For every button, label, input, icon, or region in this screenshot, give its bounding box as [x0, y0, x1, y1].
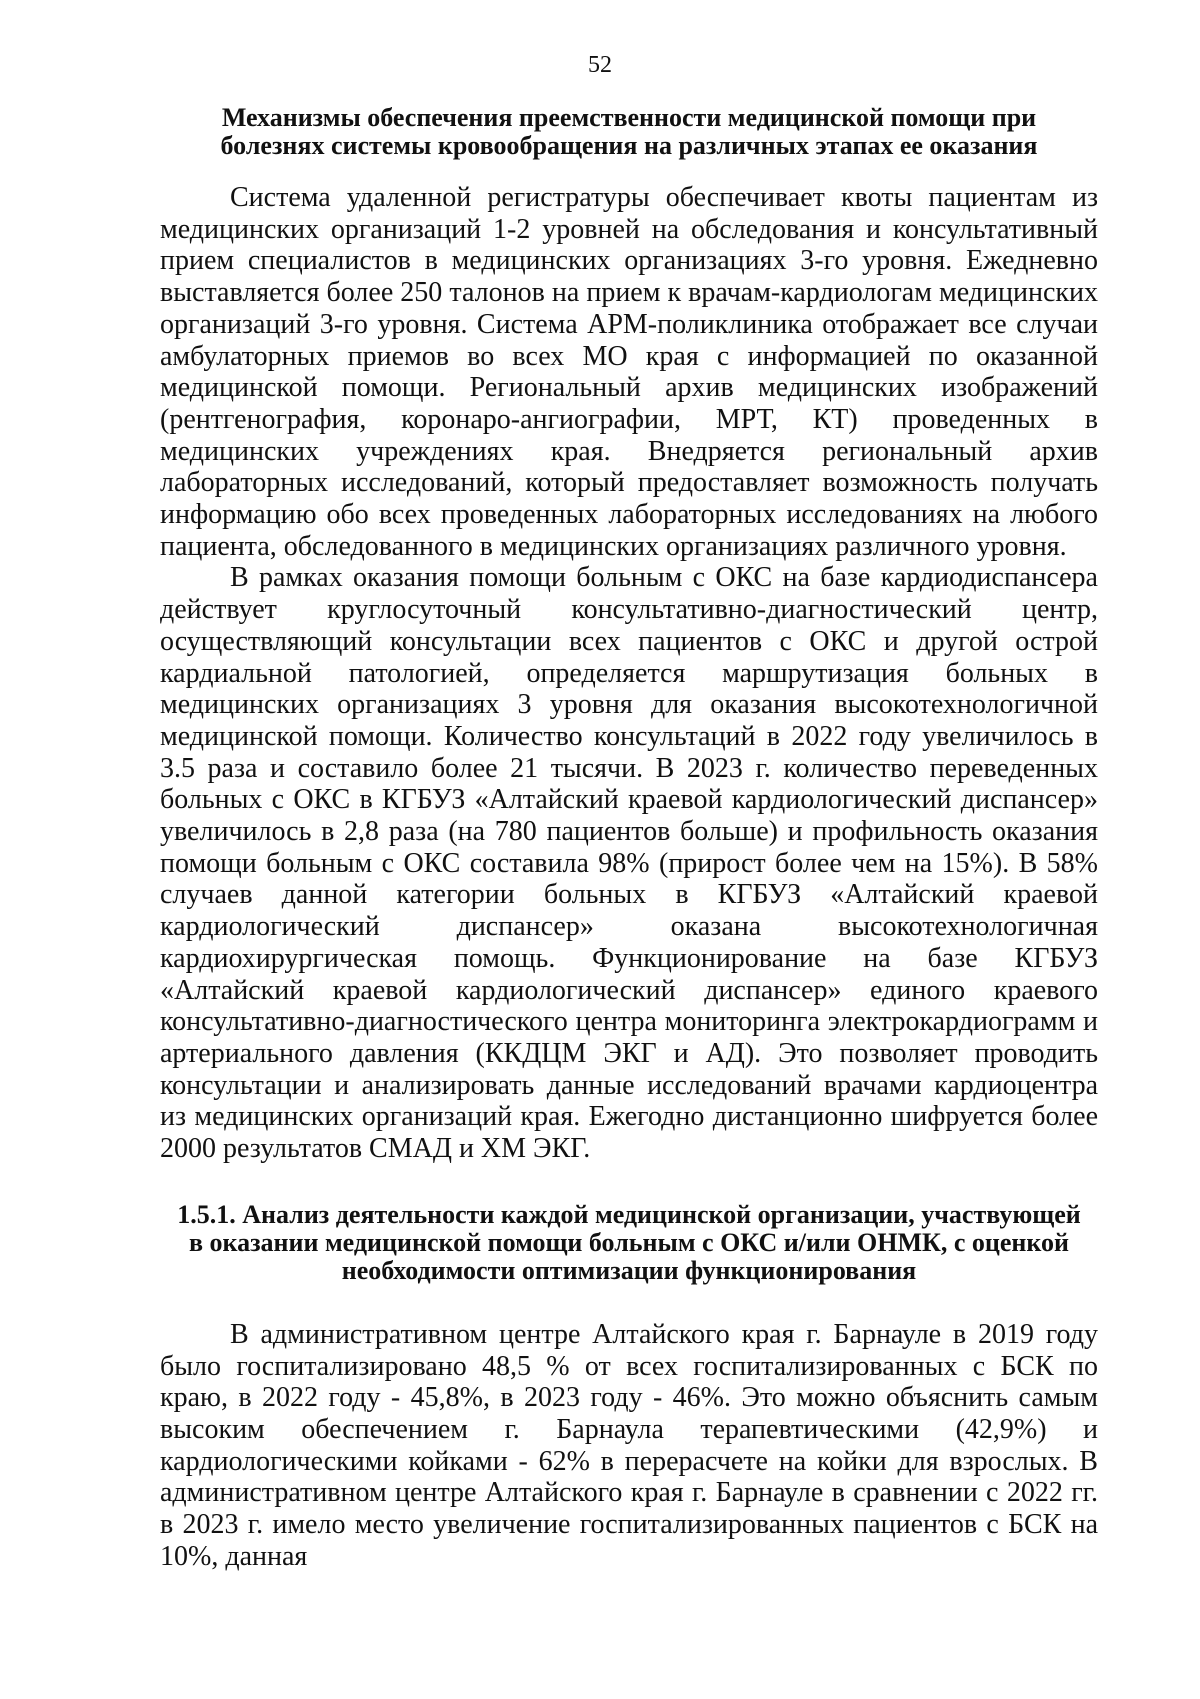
subsection-heading-line: в оказании медицинской помощи больным с ОКС и/или ОНМК, с оценкой	[188, 1227, 1070, 1257]
document-body	[160, 104, 1098, 1572]
paragraph-remote-registry: Система удаленной регистратуры обеспечивает квоты пациентам из медицинских организаций 1-2 уровней на обследования и консультативный прием специалистов в медицинских организациях 3-го уровня. Ежедневно выставляется более 250 талонов на прием к врачам-кардиологам медицинских организаций 3-го уровня. Система АРМ-поликлиника отображает все случаи амбулаторных приемов во всех МО края с информацией по оказанной медицинской помощи. Региональный архив медицинских изображений (рентгенография, коронаро-ангиографии, МРТ, КТ) проведенных в медицинских учреждениях края. Внедряется региональный архив лабораторных исследований, который предоставляет возможность получать информацию обо всех проведенных лабораторных исследованиях на любого пациента, обследованного в медицинских организациях различного уровня.	[160, 182, 1098, 562]
section-heading-line: Механизмы обеспечения преемственности медицинской помощи при	[221, 103, 1037, 132]
subsection-heading-line: 1.5.1. Анализ деятельности каждой медицинской организации, участвующей	[177, 1199, 1081, 1229]
paragraph-acs-care: В рамках оказания помощи больным с ОКС на базе кардиодиспансера действует круглосуточный консультативно-диагностический центр, осуществляющий консультации всех пациентов с ОКС и другой острой кардиальной патологией, определяется маршрутизация больных в медицинских организациях 3 уровня для оказания высокотехнологичной медицинской помощи. Количество консультаций в 2022 году увеличилось в 3.5 раза и составило более 21 тысячи. В 2023 г. количество переведенных больных с ОКС в КГБУЗ «Алтайский краевой кардиологический диспансер» увеличилось в 2,8 раза (на 780 пациентов больше) и профильность оказания помощи больным с ОКС составила 98% (прирост более чем на 15%). В 58% случаев данной категории больных в КГБУЗ «Алтайский краевой кардиологический диспансер» оказана высокотехнологичная кардиохирургическая помощь. Функционирование на базе КГБУЗ «Алтайский краевой кардиологический диспансер» единого краевого консультативно-диагностического центра мониторинга электрокардиограмм и артериального давления (ККДЦМ ЭКГ и АД). Это позволяет проводить консультации и анализировать данные исследований врачами кардиоцентра из медицинских организаций края. Ежегодно дистанционно шифруется более 2000 результатов СМАД и ХМ ЭКГ.	[160, 562, 1098, 1165]
section-heading	[160, 104, 1098, 160]
subsection-heading	[160, 1201, 1098, 1285]
section-heading-line: болезнях системы кровообращения на различных этапах ее оказания	[220, 131, 1038, 160]
page-number: 52	[588, 52, 612, 78]
paragraph-barnaul-hospitalization: В административном центре Алтайского края г. Барнауле в 2019 году было госпитализировано 48,5 % от всех госпитализированных с БСК по краю, в 2022 году - 45,8%, в 2023 году - 46%. Это можно объяснить самым высоким обеспечением г. Барнаула терапевтическими (42,9%) и кардиологическими койками - 62% в перерасчете на койки для взрослых. В административном центре Алтайского края г. Барнауле в сравнении с 2022 гг. в 2023 г. имело место увеличение госпитализированных пациентов с БСК на 10%, данная	[160, 1318, 1098, 1572]
subsection-heading-line: необходимости оптимизации функционирования	[341, 1255, 917, 1285]
